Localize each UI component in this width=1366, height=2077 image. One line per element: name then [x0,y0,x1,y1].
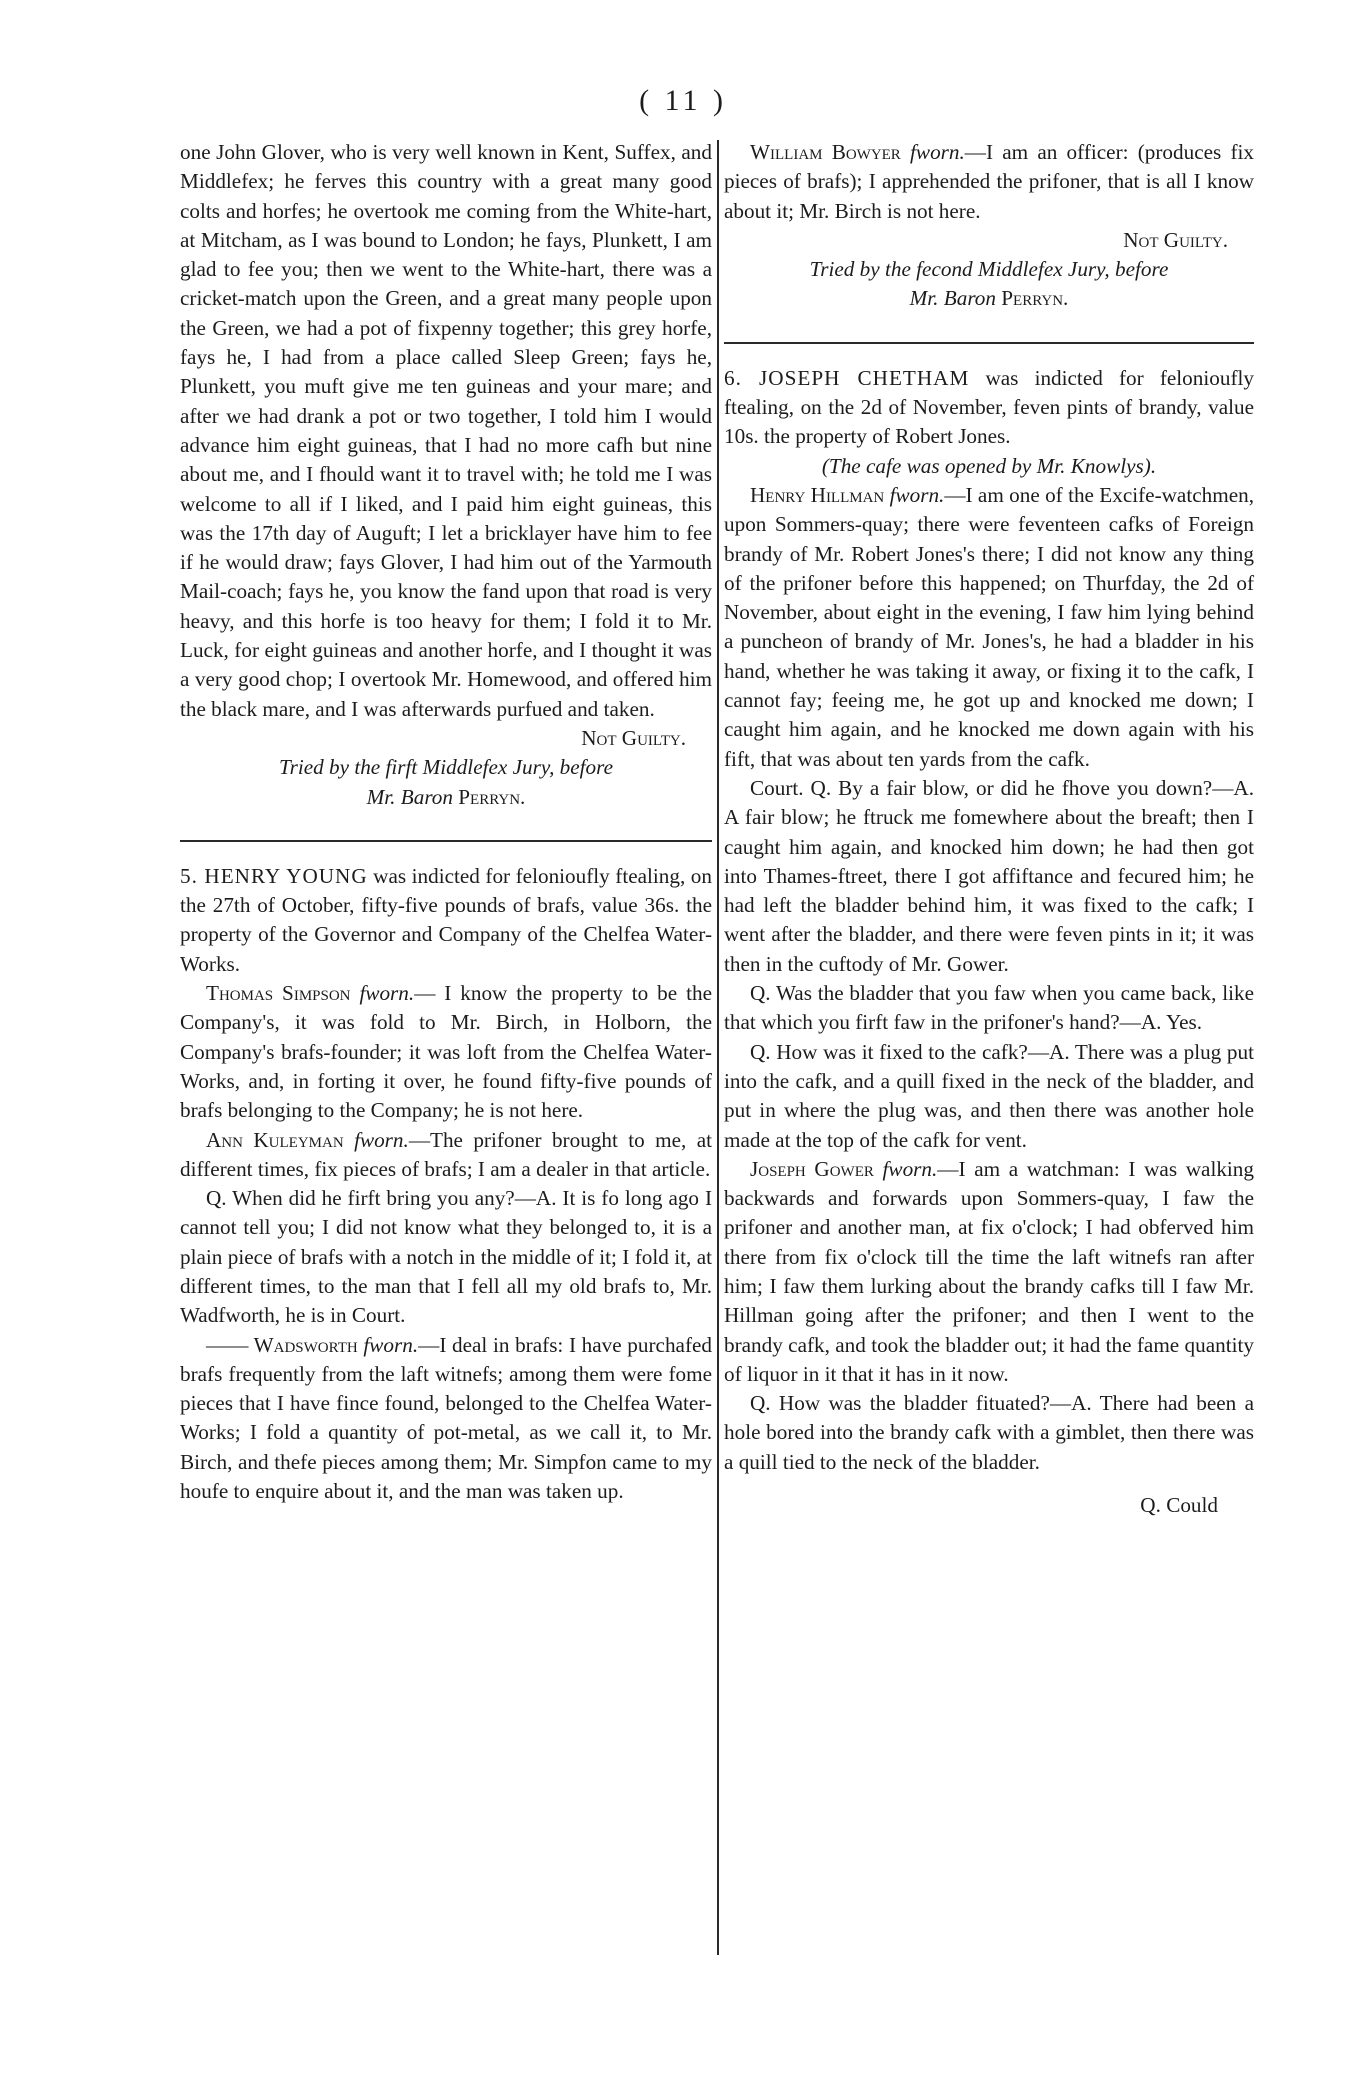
section-rule [724,342,1254,344]
testimony-text: —The prifoner brought to me, at different times, fix pieces of brafs; I am a dealer in that article. [180,1127,713,1181]
verdict-case-4 [180,724,712,753]
case-6-heading: 6. JOSEPH CHETHAM [724,365,970,390]
judge-name: Perryn. [1001,286,1069,311]
sworn-label: fworn. [910,140,965,164]
left-column [180,138,712,1506]
gower-testimony [724,1155,1254,1389]
judge-title: Mr. Baron [909,286,996,311]
wadsworth-testimony [180,1331,712,1507]
testimony-text: —I am an officer: (produces fix pieces of brafs); I apprehended the prifoner, that is all I know about it; Mr. Birch is not here. [724,140,1255,223]
witness-name: Thomas Simpson [206,981,351,1006]
judge-title: Mr. Baron [366,784,453,809]
court-question: Court. Q. By a fair blow, or did he fhove you down?—A. A fair blow; he ftruck me fomewhere about the breaft; then I caught him again, and knocked him down; he had then got into Thames-ftreet, there I got affiftance and fecured him; he had left the bladder behind him, it was fixed to the cafk; I went after the bladder, and there were feven pints in it; it was then in the cuftody of Mr. Gower. [724,775,1254,976]
case-opened-note: (The cafe was opened by Mr. Knowlys). [821,453,1157,478]
tried-by-case-4 [180,753,712,812]
testimony-text: —I deal in brafs: I have purchafed brafs frequently from the laft witnefs; among them were fome pieces that I have fince found, belonged to the Chelfea Water-Works; I fold a quantity of pot-metal, as we call it, to Mr. Birch, and thefe pieces among them; Mr. Simpfon came to my houfe to enquire about it, and the man was taken up. [180,1332,712,1504]
witness-name: Ann Kuleyman [206,1127,344,1152]
bowyer-testimony [724,138,1254,226]
testimony-text: — I know the property to be the Company's, it was fold to Mr. Birch, in Holborn, the Company's brafs-founder; it was loft from the Chelfea Water-Works, and, in forting it over, he found fifty-five pounds of brafs belonging to the Company; he is not here. [180,981,712,1123]
question-answer-2: Q. Was the bladder that you faw when you came back, like that which you firft faw in the prifoner's hand?—A. Yes. [724,981,1254,1035]
simpson-testimony [180,979,712,1125]
catchword: Q. Could [1140,1493,1218,1518]
kuleyman-testimony [180,1126,712,1185]
case-5-indictment [180,862,712,979]
sworn-label: fworn. [889,482,945,507]
right-column [724,138,1254,1520]
case-5-indictment-text: was indicted for felonioufly ftealing, on the 27th of October, fifty-five pounds of brafs, value 36s. the property of the Governor and Company of the Chelfea Water-Works. [180,863,712,976]
column-divider [717,140,719,1955]
hillman-testimony [724,481,1254,774]
question-answer-4: Q. How was the bladder fituated?—A. There had been a hole bored into the brandy cafk with a gimblet, then there was a quill tied to the neck of the bladder. [724,1391,1254,1474]
witness-name: William Bowyer [750,140,901,164]
testimony-text: —I am one of the Excife-watchmen, upon Sommers-quay; there were feventeen cafks of Foreign brandy of Mr. Robert Jones's there; I did not know any thing of the prifoner before this happened; on Thurfday, the 2d of November, about eight in the evening, I faw him lying behind a puncheon of brandy of Mr. Jones's, he had a bladder in his hand, whether he was taking it away, or fixing it to the cafk, I cannot fay; feeing me, he got up and knocked me down; I caught him again, and he knocked me down again with his fift, that was about ten yards from the cafk. [724,482,1254,771]
tried-by-line-1: Tried by the firft Middlefex Jury, before [278,755,614,780]
glover-testimony-paragraph: one John Glover, who is very well known in Kent, Suffex, and Middlefex; he ferves this country with a great many good colts and horfes; he overtook me coming from the White-hart, at Mitcham, as I was bound to London; he fays, Plunkett, I am glad to fee you; then we went to the White-hart, there was a cricket-match upon the Green, and a great many people upon the Green, we had a pot of fixpenny together; this grey horfe, fays he, I had from a place called Sleep Green; fays he, Plunkett, you muft give me ten guineas and your mare; and after we had drank a pot or two together, I told him I would advance him eight guineas, that I had no more cafh but nine about me, and I fhould want it to travel with; he told me I was welcome to all if I liked, and I paid him eight guineas, this was the 17th day of Auguft; I let a bricklayer have him to fee if he would draw; fays Glover, I had him out of the Yarmouth Mail-coach; fays he, you know the fand upon that road is very heavy, and this horfe is too heavy for them; I fold it to Mr. Luck, for eight guineas and another horfe, and I thought it was a very good chop; I overtook Mr. Homewood, and offered him the black mare, and I was afterwards purfued and taken. [180,140,712,721]
sworn-label: fworn. [354,1127,409,1152]
verdict-text: Not Guilty. [581,725,686,750]
tried-by-case-5 [724,255,1254,314]
section-rule [180,840,712,842]
verdict-case-5 [724,226,1254,255]
question-answer-1: Q. When did he firft bring you any?—A. It is fo long ago I cannot tell you; I did not know what they belonged to, it is a plain piece of brafs with a notch in the middle of it; I fold it, at different times, to the man that I fell all my old brafs to, Mr. Wadfworth, he is in Court. [180,1186,712,1328]
question-answer-3: Q. How was it fixed to the cafk?—A. There was a plug put into the cafk, and a quill fixed in the neck of the bladder, and put in where the plug was, and then there was another hole made at the top of the cafk for vent. [724,1039,1254,1152]
witness-name: Joseph Gower [750,1156,874,1181]
case-6-indictment-text: was indicted for felonioufly ftealing, on the 2d of November, feven pints of brandy, value 10s. the property of Robert Jones. [724,365,1254,449]
testimony-text: —I am a watchman: I was walking backwards and forwards upon Sommers-quay, I faw the prifoner and another man, at fix o'clock; I had obferved him there from fix o'clock till the time the laft witnefs ran after him; I faw them lurking about the brandy cafks till I faw Mr. Hillman going after the prifoner; and then I went to the brandy cafk, and took the bladder out; it had the fame quantity of liquor in it that it has in it now. [724,1156,1254,1386]
sworn-label: fworn. [882,1156,938,1181]
sworn-label: fworn. [359,981,415,1006]
page-number: ( 11 ) [639,84,727,117]
case-6-indictment [724,364,1254,452]
case-5-heading: 5. HENRY YOUNG [180,863,368,888]
verdict-text: Not Guilty. [1123,227,1228,252]
tried-by-line-1: Tried by the fecond Middlefex Jury, before [809,257,1169,282]
witness-name: Henry Hillman [750,482,885,507]
witness-name: —— Wadsworth [206,1332,358,1357]
sworn-label: fworn. [363,1332,419,1357]
judge-name: Perryn. [458,784,526,809]
